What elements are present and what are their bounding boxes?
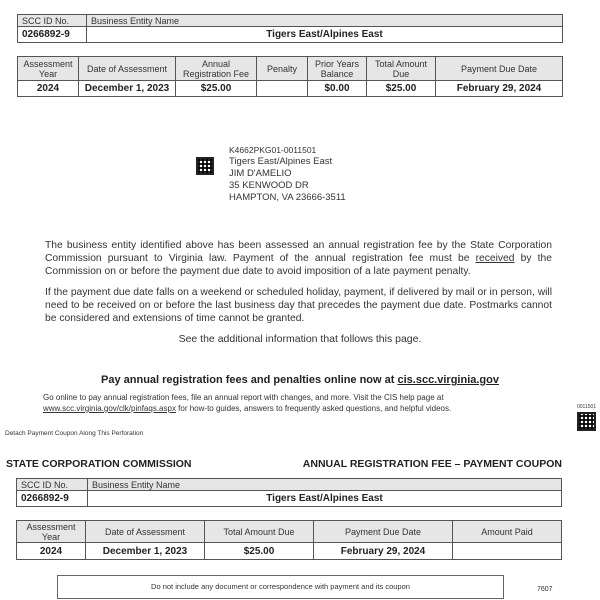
go-online-text-1: Go online to pay annual registration fees, file an annual report with changes, and more. Visit the CIS help page at — [43, 393, 444, 402]
col-penalty: Penalty — [257, 57, 308, 81]
cell-date-of-assessment: December 1, 2023 — [79, 81, 176, 97]
assessment-text-b: by the Commission on or before the payment due date to avoid imposition of a late payment penalty. — [45, 253, 552, 277]
entity-name-header: Business Entity Name — [87, 15, 563, 27]
due-date-paragraph: If the payment due date falls on a weekend or scheduled holiday, payment, if delivered by mail or in person, will need to be received on or before the last business day that precedes the payment due date. Postmarks cannot be considered and extensions of time cannot be granted. — [45, 287, 552, 324]
coupon-col-payment-due-date: Payment Due Date — [314, 521, 453, 543]
address-line-2: JIM D'AMELIO — [229, 168, 292, 179]
mailing-code: K4662PKG01-0011501 — [229, 145, 317, 155]
coupon-cell-payment-due-date: February 29, 2024 — [314, 543, 453, 560]
pay-online-text: Pay annual registration fees and penalties online now at — [101, 374, 398, 386]
coupon-scc-id-value: 0266892-9 — [17, 491, 88, 507]
entity-name-value: Tigers East/Alpines East — [87, 27, 563, 43]
coupon-cell-date-of-assessment: December 1, 2023 — [86, 543, 205, 560]
cell-penalty — [257, 81, 308, 97]
pay-online-line — [0, 374, 600, 386]
cell-total-amount-due: $25.00 — [367, 81, 436, 97]
coupon-entity-name-header: Business Entity Name — [88, 479, 562, 491]
coupon-right-title: ANNUAL REGISTRATION FEE – PAYMENT COUPON — [302, 458, 562, 470]
address-line-1: Tigers East/Alpines East — [229, 156, 333, 167]
form-number: 7607 — [537, 586, 553, 593]
col-prior-years-balance: Prior Years Balance — [308, 57, 367, 81]
coupon-notice: Do not include any document or correspondence with payment and its coupon — [151, 582, 410, 591]
assessment-paragraph — [45, 239, 552, 278]
cell-payment-due-date: February 29, 2024 — [436, 81, 563, 97]
side-code: 0011501 — [577, 404, 597, 410]
coupon-cell-assessment-year: 2024 — [17, 543, 86, 560]
assessment-text-a: The business entity identified above has been assessed an annual registration fee by the State Corporation Commission pursuant to Virginia law. Payment of the annual registration fee must be — [45, 240, 552, 264]
coupon-scc-id-header: SCC ID No. — [17, 479, 88, 491]
scc-id-value: 0266892-9 — [18, 27, 87, 43]
top-id-table — [17, 14, 563, 43]
coupon-assessment-table — [16, 520, 562, 560]
top-assessment-table — [17, 56, 563, 97]
help-page-link[interactable]: www.scc.virginia.gov/clk/pinfaqs.aspx — [43, 404, 176, 413]
perforation-label: Detach Payment Coupon Along This Perforation — [5, 430, 144, 437]
received-emphasis: received — [475, 253, 515, 264]
cell-prior-years-balance: $0.00 — [308, 81, 367, 97]
coupon-col-total-amount-due: Total Amount Due — [205, 521, 314, 543]
col-payment-due-date: Payment Due Date — [436, 57, 563, 81]
cis-link[interactable]: cis.scc.virginia.gov — [397, 374, 499, 386]
address-line-3: 35 KENWOOD DR — [229, 180, 309, 191]
col-annual-registration-fee: Annual Registration Fee — [176, 57, 257, 81]
coupon-left-title: STATE CORPORATION COMMISSION — [6, 458, 192, 470]
cell-assessment-year: 2024 — [18, 81, 79, 97]
address-block — [229, 144, 346, 204]
see-additional-info: See the additional information that follows this page. — [178, 333, 422, 345]
coupon-id-table — [16, 478, 562, 507]
col-assessment-year: Assessment Year — [18, 57, 79, 81]
col-date-of-assessment: Date of Assessment — [79, 57, 176, 81]
coupon-col-assessment-year: Assessment Year — [17, 521, 86, 543]
coupon-col-date-of-assessment: Date of Assessment — [86, 521, 205, 543]
go-online-text-2: for how-to guides, answers to frequently asked questions, and helpful videos. — [175, 404, 452, 413]
mailing-barcode-icon — [196, 157, 214, 175]
cell-annual-registration-fee: $25.00 — [176, 81, 257, 97]
scc-id-header: SCC ID No. — [18, 15, 87, 27]
coupon-col-amount-paid: Amount Paid — [453, 521, 562, 543]
address-line-4: HAMPTON, VA 23666-3511 — [229, 192, 346, 203]
coupon-cell-total-amount-due: $25.00 — [205, 543, 314, 560]
coupon-entity-name-value: Tigers East/Alpines East — [88, 491, 562, 507]
side-barcode-icon — [577, 412, 596, 431]
coupon-notice-box — [57, 575, 504, 599]
go-online-info — [43, 392, 563, 414]
coupon-cell-amount-paid[interactable] — [453, 543, 562, 560]
col-total-amount-due: Total Amount Due — [367, 57, 436, 81]
